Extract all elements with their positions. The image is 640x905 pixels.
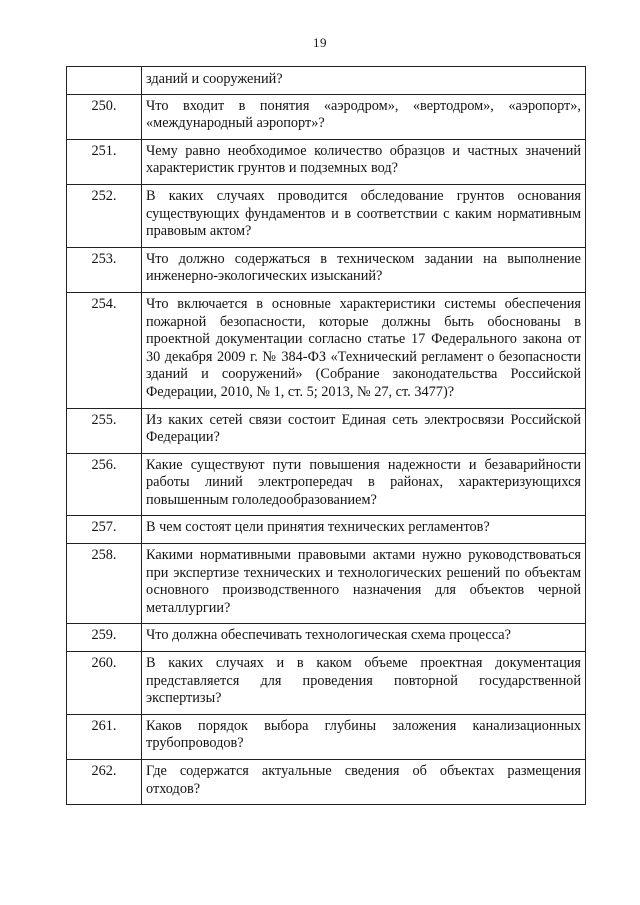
question-text: Каков порядок выбора глубины заложения канализационных трубопроводов? (142, 714, 586, 759)
question-number: 262. (67, 760, 142, 805)
question-number: 250. (67, 94, 142, 139)
table-row-continuation (67, 67, 586, 95)
table-row (67, 760, 586, 805)
question-number: 256. (67, 453, 142, 516)
question-number: 253. (67, 247, 142, 292)
question-number: 259. (67, 624, 142, 652)
question-number-cell (67, 67, 142, 95)
question-text: В каких случаях проводится обследование грунтов основания существующих фундаментов и в соответствии с каким нормативным правовым актом? (142, 184, 586, 247)
question-text: Какими нормативными правовыми актами нужно руководствоваться при экспертизе технических и технологических решений по объектам основного производственного назначения для объектов черной металлургии? (142, 544, 586, 624)
question-number: 257. (67, 516, 142, 544)
question-number: 260. (67, 652, 142, 715)
table-row (67, 247, 586, 292)
question-text: В чем состоят цели принятия технических регламентов? (142, 516, 586, 544)
question-number: 252. (67, 184, 142, 247)
question-text: Что включается в основные характеристики системы обеспечения пожарной безопасности, которые должны быть обоснованы в проектной документации согласно статье 17 Федерального закона от 30 декабря 2009 г. № 384-ФЗ «Технический регламент о безопасности зданий и сооружений» (Собрание законодательства Российской Федерации, 2010, № 1, ст. 5; 2013, № 27, ст. 3477)? (142, 292, 586, 408)
question-number: 258. (67, 544, 142, 624)
questions-table (66, 66, 586, 805)
question-text: Что должно содержаться в техническом задании на выполнение инженерно-экологических изысканий? (142, 247, 586, 292)
table-row (67, 292, 586, 408)
question-number: 255. (67, 408, 142, 453)
question-number: 251. (67, 139, 142, 184)
table-row (67, 544, 586, 624)
table-row (67, 184, 586, 247)
question-number: 261. (67, 714, 142, 759)
question-text: Какие существуют пути повышения надежности и безаварийности работы линий электропередач в районах, характеризующихся повышенным гололедообразованием? (142, 453, 586, 516)
table-row (67, 408, 586, 453)
question-text: Чему равно необходимое количество образцов и частных значений характеристик грунтов и подземных вод? (142, 139, 586, 184)
question-text: В каких случаях и в каком объеме проектная документация представляется для проведения повторной государственной экспертизы? (142, 652, 586, 715)
table-row (67, 624, 586, 652)
table-row (67, 453, 586, 516)
table-row (67, 652, 586, 715)
question-text: Где содержатся актуальные сведения об объектах размещения отходов? (142, 760, 586, 805)
question-text: Что должна обеспечивать технологическая схема процесса? (142, 624, 586, 652)
page-number: 19 (313, 35, 327, 50)
table-row (67, 94, 586, 139)
question-text: зданий и сооружений? (142, 67, 586, 95)
question-text: Что входит в понятия «аэродром», «вертодром», «аэропорт», «международный аэропорт»? (142, 94, 586, 139)
table-row (67, 139, 586, 184)
table-row (67, 714, 586, 759)
question-text: Из каких сетей связи состоит Единая сеть электросвязи Российской Федерации? (142, 408, 586, 453)
question-number: 254. (67, 292, 142, 408)
table-row (67, 516, 586, 544)
